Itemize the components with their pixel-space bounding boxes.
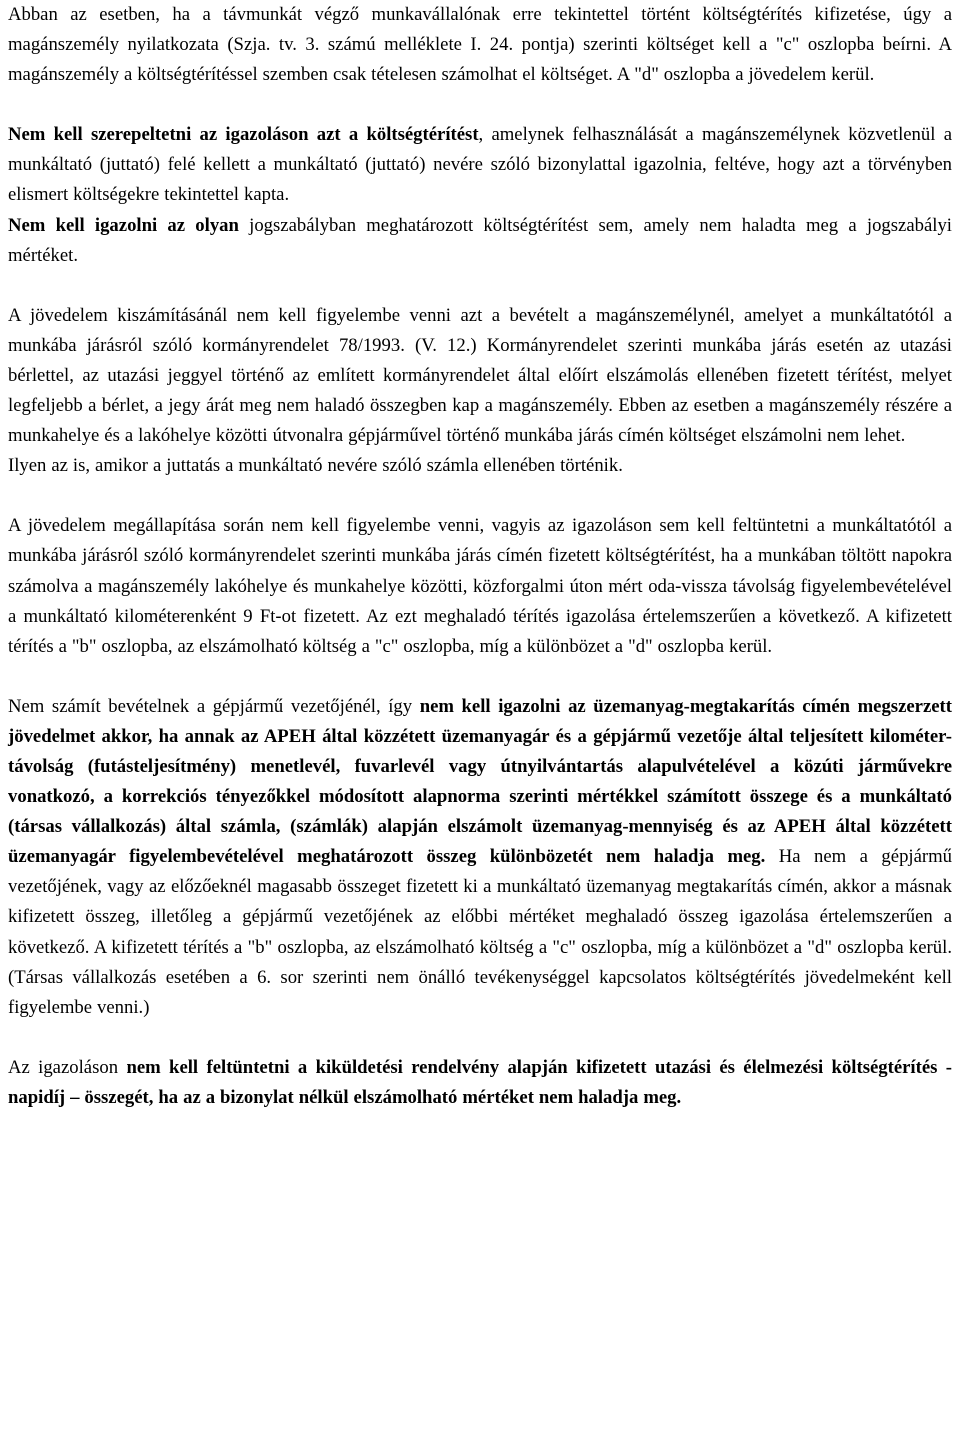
paragraph-telework bbox=[8, 0, 952, 90]
bold-text: nem kell feltüntetni a kiküldetési rendelvény alapján kifizetett utazási és élelmezési költségtérítés - napidíj – összegét, ha az a bizonylat nélkül elszámolható mértéket nem haladja meg. bbox=[8, 1056, 953, 1108]
paragraph-fuel-savings bbox=[8, 692, 952, 1023]
paragraph-text: Ilyen az is, amikor a juttatás a munkáltató nevére szóló számla ellenében történik. bbox=[8, 455, 623, 477]
bold-text: nem kell igazolni az üzemanyag-megtakarítás címén megszerzett jövedelmet akkor, ha annak az APEH által közzétett üzemanyagár és a gépjármű vezetője által teljesített kilométer-távolság (futásteljesítmény) menetlevél, fuvarlevél vagy útnyilvántartás alapulvételével a közúti járművekre vonatkozó, a korrekciós tényezőkkel módosított alapnorma szerinti mértékkel számított összege és a munkáltató (társas vállalkozás) által számla, (számlák) alapján elszámolt üzemanyag-mennyiség és az APEH által közzétett üzemanyagár figyelembevételével meghatározott összeg különbözetét nem haladja meg. bbox=[8, 695, 953, 868]
paragraph-gap bbox=[8, 481, 952, 511]
paragraph-not-included-cost-reimbursement bbox=[8, 120, 952, 210]
paragraph-text: Nem számít bevételnek a gépjármű vezetőjénél, így bbox=[8, 695, 420, 717]
paragraph-gap bbox=[8, 90, 952, 120]
paragraph-travel-order bbox=[8, 1053, 952, 1113]
paragraph-text: A jövedelem kiszámításánál nem kell figyelembe venni azt a bevételt a magánszemélynél, amelyet a munkáltatótól a munkába járásról szóló kormányrendelet 78/1993. (V. 12.) Kormányrendelet szerinti munkába járás esetén az utazási bérlettel, az utazási jeggyel történő az említett kormányrendelet által előírt elszámolás ellenében fizetett térítést, melyet legfeljebb a bérlet, a jegy árát meg nem haladó összegben kap a magánszemély. Ebben az esetben a magánszemély részére a munkahelye és a lakóhelye közötti útvonalra gépjárművel történő munkába járás címén költséget elszámolni nem lehet. bbox=[8, 304, 952, 447]
bold-text: Nem kell szerepeltetni az igazoláson azt a költségtérítést bbox=[8, 124, 479, 146]
paragraph-text: A jövedelem megállapítása során nem kell figyelembe venni, vagyis az igazoláson sem kell feltüntetni a munkáltatótól a munkába járásról szóló kormányrendelet szerinti munkába járás címén fizetett költségtérítést, ha a munkában töltött napokra számolva a magánszemély lakóhelye és munkahelye közötti, közforgalmi úton mért oda-vissza távolság figyelembevételével a munkáltató kilométerenként 9 Ft-ot fizetett. Az ezt meghaladó térítés igazolása értelemszerűen a következő. A kifizetett térítés a "b" oszlopba, az elszámolható költség a "c" oszlopba, míg a különbözet a "d" oszlopba kerül. bbox=[8, 515, 952, 657]
paragraph-not-required-certification bbox=[8, 211, 952, 271]
paragraph-text: Az igazoláson bbox=[8, 1056, 127, 1078]
paragraph-text: , amelynek felhasználását a magánszemélynek közvetlenül a munkáltató (juttató) felé kellett a munkáltató (juttató) nevére szóló bizonylattal igazolnia, feltéve, hogy azt a törvényben elismert költségekre tekintettel kapta. bbox=[8, 124, 952, 206]
paragraph-text: Abban az esetben, ha a távmunkát végző munkavállalónak erre tekintettel történt költségtérítés kifizetése, úgy a magánszemély nyilatkozata (Szja. tv. 3. számú melléklete I. 24. pontja) szerinti költséget kell a "c" oszlopba beírni. A magánszemély a költségtérítéssel szemben csak tételesen számolhat el költséget. A "d" oszlopba a jövedelem kerül. bbox=[8, 4, 952, 86]
paragraph-commuting-income bbox=[8, 301, 952, 451]
bold-text: Nem kell igazolni az olyan bbox=[8, 214, 239, 236]
paragraph-gap bbox=[8, 662, 952, 692]
paragraph-income-determination bbox=[8, 511, 952, 661]
paragraph-text: jogszabályban meghatározott költségtérítést sem, amely nem haladta meg a jogszabályi mértéket. bbox=[8, 214, 952, 266]
paragraph-invoice-case bbox=[8, 451, 952, 481]
paragraph-gap bbox=[8, 271, 952, 301]
paragraph-text: Ha nem a gépjármű vezetőjének, vagy az előzőeknél magasabb összeget fizetett ki a munkáltató üzemanyag megtakarítás címén, akkor a másnak kifizetett összeg, illetőleg a gépjármű vezetőjének az előbbi mértéket meghaladó összeg igazolása értelemszerűen a következő. A kifizetett térítés a "b" oszlopba, az elszámolható költség a "c" oszlopba, míg a különbözet a "d" oszlopba kerül. (Társas vállalkozás esetében a 6. sor szerinti nem önálló tevékenységgel kapcsolatos költségtérítés jövedelmeként kell figyelembe venni.) bbox=[8, 846, 953, 1018]
paragraph-gap bbox=[8, 1023, 952, 1053]
